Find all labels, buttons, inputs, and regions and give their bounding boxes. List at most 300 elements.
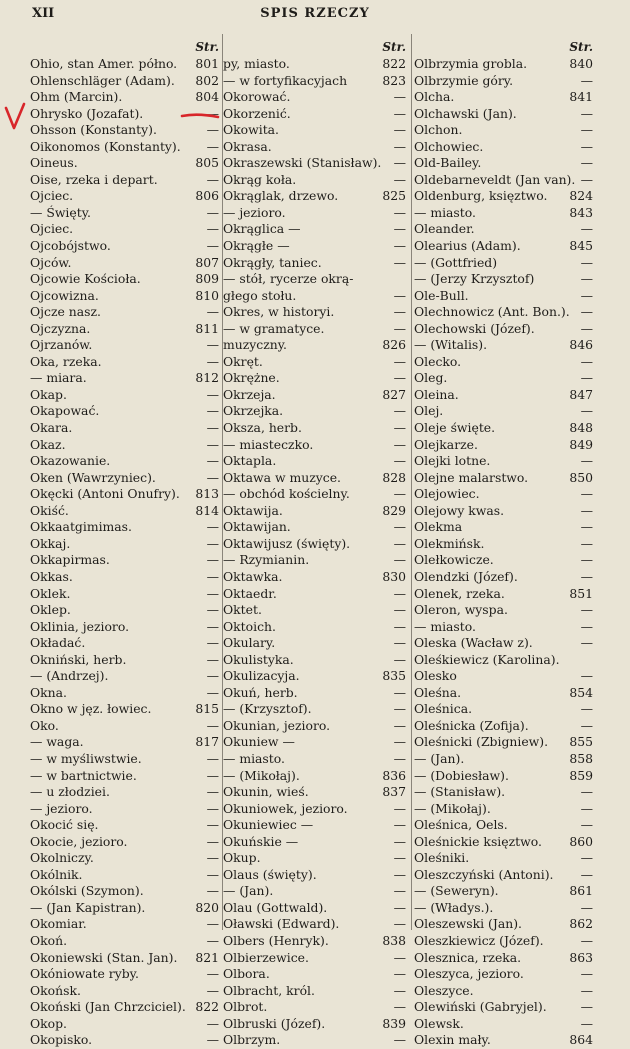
entry-page: — — [580, 817, 593, 833]
page-header — [0, 6, 630, 28]
entry-page: 830 — [382, 568, 406, 584]
entry-page: 836 — [382, 767, 406, 783]
index-entry — [414, 106, 595, 123]
entry-page: — — [580, 271, 593, 287]
entry-title: Oineus. — [30, 155, 78, 171]
entry-title: Oka, rzeka. — [30, 353, 102, 369]
entry-title: Okolniczy. — [30, 850, 94, 866]
entry-page: — — [206, 833, 219, 849]
entry-title: — miasteczko. — [223, 436, 314, 452]
index-entry — [223, 900, 408, 917]
index-entry — [414, 288, 595, 305]
index-entry — [30, 966, 221, 983]
index-entry — [414, 1032, 595, 1049]
entry-page: — — [206, 105, 219, 121]
entry-title: Olchon. — [414, 122, 463, 138]
index-column-1 — [30, 38, 221, 1048]
index-entry — [30, 73, 221, 90]
entry-title: Ole-Bull. — [414, 287, 469, 303]
entry-title: Oleron, wyspa. — [414, 602, 508, 618]
index-entry — [414, 139, 595, 156]
entry-title: Okuniowek, jezioro. — [223, 800, 348, 816]
entry-page: — — [206, 304, 219, 320]
entry-page: 840 — [569, 56, 593, 71]
entry-page: 860 — [569, 833, 593, 849]
index-entry — [414, 271, 595, 288]
entry-title: Olekmińsk. — [414, 535, 485, 551]
entry-title: — (Stanisław). — [414, 784, 506, 800]
entry-page: — — [206, 238, 219, 254]
index-entry — [223, 519, 408, 536]
entry-page: — — [393, 552, 406, 568]
entry-title: Olejkarze. — [414, 436, 478, 452]
entry-page: — — [206, 122, 219, 138]
entry-page: 851 — [569, 585, 593, 601]
index-entry — [414, 718, 595, 735]
entry-page: — — [206, 1032, 219, 1048]
index-entry — [414, 519, 595, 536]
index-entry — [223, 420, 408, 437]
entry-title: — (Andrzej). — [30, 668, 109, 684]
entry-title: — (Witalis). — [414, 337, 488, 353]
entry-page: — — [580, 221, 593, 237]
entry-title: — (Seweryn). — [414, 883, 499, 899]
index-entry — [30, 453, 221, 470]
entry-title: Olechowski (Józef). — [414, 320, 535, 336]
entry-page: 849 — [569, 436, 593, 452]
entry-title: Okkaj. — [30, 535, 71, 551]
index-entry — [223, 784, 408, 801]
index-entry — [30, 304, 221, 321]
column-rule — [411, 34, 412, 930]
entry-title: Olcha. — [414, 89, 455, 105]
index-entry — [223, 817, 408, 834]
index-entry — [414, 370, 595, 387]
index-entry — [30, 950, 221, 967]
index-entry — [30, 470, 221, 487]
entry-title: Okrąglak, drzewo. — [223, 188, 339, 204]
entry-title: Oldebarneveldt (Jan van). — [414, 171, 576, 187]
index-entry — [223, 155, 408, 172]
entry-page: — — [393, 916, 406, 932]
entry-title: Okrzeja. — [223, 386, 276, 402]
entry-title: Okólnik. — [30, 866, 83, 882]
entry-title: Okęcki (Antoni Onufry). — [30, 486, 180, 502]
entry-title: Ohrysko (Jozafat). — [30, 105, 144, 121]
entry-title: Okóniowate ryby. — [30, 966, 139, 982]
index-entry — [414, 784, 595, 801]
index-entry — [223, 569, 408, 586]
index-entry — [414, 56, 595, 73]
index-entry — [223, 238, 408, 255]
index-entry — [30, 801, 221, 818]
index-entry — [223, 867, 408, 884]
index-entry — [223, 685, 408, 702]
entry-title: Oktawija. — [223, 502, 283, 518]
entry-page: — — [393, 320, 406, 336]
entry-page: 822 — [195, 999, 219, 1015]
entry-page: 829 — [382, 502, 406, 518]
entry-page: 824 — [569, 188, 593, 204]
entry-title: Olbrzymie góry. — [414, 72, 514, 88]
entry-page: — — [206, 1015, 219, 1031]
entry-page: — — [393, 254, 406, 270]
entry-page: — — [393, 138, 406, 154]
entry-page: — — [206, 337, 219, 353]
entry-title: Oklek. — [30, 585, 71, 601]
entry-page: — — [206, 684, 219, 700]
entry-title: — w myśliwstwie. — [30, 750, 142, 766]
entry-title: Okkas. — [30, 568, 73, 584]
entry-title: Olesznica, rzeka. — [414, 949, 522, 965]
entry-title: Ohsson (Konstanty). — [30, 122, 157, 138]
entry-page: — — [580, 370, 593, 386]
entry-page: — — [393, 89, 406, 105]
index-entry — [30, 188, 221, 205]
entry-title: Oktoich. — [223, 618, 276, 634]
entry-title: Okazowanie. — [30, 453, 111, 469]
entry-page: — — [393, 105, 406, 121]
entry-title: — waga. — [30, 734, 84, 750]
entry-title: Olendzki (Józef). — [414, 568, 518, 584]
entry-title: Okop. — [30, 1015, 67, 1031]
index-entry — [414, 751, 595, 768]
page-heading: Str. — [382, 40, 406, 54]
index-entry — [414, 221, 595, 238]
entry-page: — — [206, 535, 219, 551]
entry-page: — — [580, 701, 593, 717]
entry-page: — — [580, 72, 593, 88]
index-entry — [223, 883, 408, 900]
entry-page: — — [206, 171, 219, 187]
entry-page: 839 — [382, 1015, 406, 1031]
entry-title: Oktawijusz (święty). — [223, 535, 351, 551]
entry-page: — — [580, 304, 593, 320]
entry-page: — — [393, 453, 406, 469]
entry-title: Okomiar. — [30, 916, 87, 932]
entry-page: 825 — [382, 188, 406, 204]
entry-page: — — [393, 486, 406, 502]
entry-title: Okrąg koła. — [223, 171, 297, 187]
entry-title: Olbruski (Józef). — [223, 1015, 326, 1031]
entry-title: Olewsk. — [414, 1015, 464, 1031]
index-entry — [223, 437, 408, 454]
entry-page: — — [580, 668, 593, 684]
entry-title: — (Władys.). — [414, 899, 494, 915]
index-entry — [414, 486, 595, 503]
index-entry — [414, 668, 595, 685]
index-entry — [223, 354, 408, 371]
entry-title: Olchowiec. — [414, 138, 484, 154]
index-entry — [223, 933, 408, 950]
entry-title: Olbrot. — [223, 999, 268, 1015]
entry-title: Okładać. — [30, 635, 86, 651]
index-entry — [223, 552, 408, 569]
index-entry — [223, 122, 408, 139]
entry-page: — — [206, 453, 219, 469]
entry-title: Olbierzewice. — [223, 949, 309, 965]
entry-page: 811 — [195, 320, 219, 336]
entry-title: — miasto. — [414, 618, 476, 634]
index-entry — [414, 337, 595, 354]
entry-title: Oleina. — [414, 386, 459, 402]
index-entry — [414, 652, 595, 669]
index-entry — [30, 999, 221, 1016]
index-entry — [223, 89, 408, 106]
entry-page: 804 — [195, 89, 219, 105]
entry-title: — obchód kościelny. — [223, 486, 350, 502]
entry-title: Oleśnicki (Zbigniew). — [414, 734, 549, 750]
index-entry — [223, 734, 408, 751]
index-entry — [30, 271, 221, 288]
entry-title: Oleander. — [414, 221, 475, 237]
index-entry — [30, 602, 221, 619]
index-entry — [30, 569, 221, 586]
index-entry — [414, 155, 595, 172]
index-entry — [223, 801, 408, 818]
index-entry — [223, 172, 408, 189]
entry-page: — — [580, 519, 593, 535]
index-entry — [223, 221, 408, 238]
entry-title: Oktawka. — [223, 568, 283, 584]
entry-title: Okoń. — [30, 932, 68, 948]
entry-title: Okunin, wieś. — [223, 784, 309, 800]
entry-title: — Święty. — [30, 204, 91, 220]
entry-title: — (Krzysztof). — [223, 701, 312, 717]
index-entry — [223, 486, 408, 503]
entry-title: — (Jan). — [223, 883, 274, 899]
index-entry — [414, 437, 595, 454]
entry-page: — — [206, 767, 219, 783]
entry-title: Olearius (Adam). — [414, 238, 521, 254]
index-entry — [223, 205, 408, 222]
index-entry — [414, 552, 595, 569]
entry-title: Oleg. — [414, 370, 448, 386]
index-entry — [30, 1032, 221, 1049]
entry-title: — (Dobiesław). — [414, 767, 509, 783]
index-entry — [414, 205, 595, 222]
entry-title: Oławski (Edward). — [223, 916, 340, 932]
entry-title: Oko. — [30, 717, 59, 733]
entry-title: Olbracht, król. — [223, 982, 315, 998]
entry-page: 843 — [569, 204, 593, 220]
entry-title: Okna. — [30, 684, 67, 700]
entry-title: Okuniewiec — — [223, 817, 314, 833]
index-entry — [223, 255, 408, 272]
entry-page: 847 — [569, 386, 593, 402]
index-entry — [414, 1016, 595, 1033]
entry-page: 827 — [382, 386, 406, 402]
entry-page: 805 — [195, 155, 219, 171]
index-entry — [30, 370, 221, 387]
entry-title: — jezioro. — [223, 204, 286, 220]
entry-title: Oktet. — [223, 602, 262, 618]
index-entry — [223, 271, 408, 288]
entry-page: — — [206, 353, 219, 369]
entry-title: Olau (Gottwald). — [223, 899, 328, 915]
entry-page: — — [393, 221, 406, 237]
entry-title: Okraszewski (Stanisław). — [223, 155, 382, 171]
entry-title: Okno w jęz. łowiec. — [30, 701, 152, 717]
index-entry — [414, 536, 595, 553]
entry-page: — — [580, 353, 593, 369]
entry-page: 828 — [382, 469, 406, 485]
entry-title: Olesko — [414, 668, 457, 684]
entry-title: Olejki lotne. — [414, 453, 491, 469]
entry-title: Okręt. — [223, 353, 263, 369]
entry-title: Oleszyce. — [414, 982, 474, 998]
entry-page: — — [206, 800, 219, 816]
entry-page: 835 — [382, 668, 406, 684]
entry-title: py, miasto. — [223, 56, 290, 71]
index-entry — [414, 255, 595, 272]
entry-title: Oleszkiewicz (Józef). — [414, 932, 544, 948]
entry-title: Okkapirmas. — [30, 552, 110, 568]
index-entry — [414, 950, 595, 967]
entry-title: Oldenburg, księztwo. — [414, 188, 548, 204]
entry-page: — — [580, 254, 593, 270]
entry-title: Olbrzym. — [223, 1032, 281, 1048]
entry-page: 820 — [195, 899, 219, 915]
index-entry — [30, 56, 221, 73]
index-entry — [414, 238, 595, 255]
page-title: SPIS RZECZY — [260, 6, 370, 21]
entry-title: — miasto. — [414, 204, 476, 220]
entry-title: Okoński (Jan Chrzciciel). — [30, 999, 186, 1015]
entry-title: Olbers (Henryk). — [223, 932, 329, 948]
entry-page: — — [580, 800, 593, 816]
entry-page: — — [206, 221, 219, 237]
index-entry — [223, 1016, 408, 1033]
entry-page: — — [393, 535, 406, 551]
index-entry — [414, 321, 595, 338]
entry-title: Okiść. — [30, 502, 69, 518]
entry-page: — — [393, 370, 406, 386]
entry-page: — — [206, 635, 219, 651]
entry-page: — — [206, 469, 219, 485]
entry-page: — — [393, 353, 406, 369]
entry-title: Oleśnicka (Zofija). — [414, 717, 529, 733]
entry-page: 861 — [569, 883, 593, 899]
index-entry — [30, 933, 221, 950]
entry-page: — — [580, 850, 593, 866]
entry-page: 807 — [195, 254, 219, 270]
entry-page: 826 — [382, 337, 406, 353]
entry-page: — — [393, 403, 406, 419]
entry-page: — — [580, 982, 593, 998]
index-entry — [223, 304, 408, 321]
entry-title: — (Mikołaj). — [414, 800, 491, 816]
entry-title: Okrąglica — — [223, 221, 301, 237]
entry-page: — — [393, 238, 406, 254]
entry-page: — — [206, 618, 219, 634]
entry-page: 841 — [569, 89, 593, 105]
entry-page: — — [393, 750, 406, 766]
index-entry — [414, 188, 595, 205]
index-entry — [30, 106, 221, 123]
entry-page: — — [393, 635, 406, 651]
entry-page: — — [580, 502, 593, 518]
index-entry — [30, 552, 221, 569]
entry-page: — — [206, 403, 219, 419]
index-entry — [223, 701, 408, 718]
index-entry — [30, 503, 221, 520]
index-entry — [223, 635, 408, 652]
entry-page: — — [393, 833, 406, 849]
entry-page: — — [580, 105, 593, 121]
entry-title: — (Jan Kapistran). — [30, 899, 146, 915]
index-entry — [414, 569, 595, 586]
entry-page: 802 — [195, 72, 219, 88]
entry-page: — — [580, 568, 593, 584]
entry-title: Oleśniki. — [414, 850, 470, 866]
entry-page: 855 — [569, 734, 593, 750]
index-entry — [414, 586, 595, 603]
entry-title: Okólski (Szymon). — [30, 883, 144, 899]
entry-title: Okrągłe — — [223, 238, 290, 254]
index-entry — [414, 966, 595, 983]
index-entry — [30, 420, 221, 437]
entry-title: Ohlenschläger (Adam). — [30, 72, 175, 88]
entry-page: — — [580, 602, 593, 618]
entry-page: — — [393, 734, 406, 750]
index-entry — [414, 850, 595, 867]
entry-title: Ojcze nasz. — [30, 304, 101, 320]
entry-page: — — [206, 420, 219, 436]
entry-page: — — [393, 155, 406, 171]
entry-page: — — [393, 866, 406, 882]
entry-title: Okuńskie — — [223, 833, 299, 849]
entry-title: Okocić się. — [30, 817, 99, 833]
index-entry — [223, 602, 408, 619]
entry-page: — — [580, 171, 593, 187]
index-entry — [223, 470, 408, 487]
index-entry — [414, 734, 595, 751]
page-number: XII — [32, 6, 55, 21]
entry-title: Okara. — [30, 420, 73, 436]
index-entry — [30, 354, 221, 371]
entry-title: Okunian, jezioro. — [223, 717, 331, 733]
entry-title: Oklep. — [30, 602, 71, 618]
index-entry — [30, 718, 221, 735]
index-entry — [30, 155, 221, 172]
entry-page: — — [393, 850, 406, 866]
entry-page: — — [580, 1015, 593, 1031]
entry-page: 821 — [195, 949, 219, 965]
entry-page: 837 — [382, 784, 406, 800]
entry-page: 846 — [569, 337, 593, 353]
index-entry — [414, 453, 595, 470]
entry-page: — — [206, 932, 219, 948]
index-entry — [414, 304, 595, 321]
index-entry — [223, 950, 408, 967]
index-entry — [30, 486, 221, 503]
entry-title: Oleśkiewicz (Karolina). — [414, 651, 560, 667]
index-entry — [223, 403, 408, 420]
entry-page: — — [206, 966, 219, 982]
index-entry — [223, 453, 408, 470]
entry-title: Oikonomos (Konstanty). — [30, 138, 181, 154]
entry-page: — — [206, 138, 219, 154]
entry-page: — — [393, 602, 406, 618]
entry-page: — — [206, 552, 219, 568]
entry-title: Okkaatgimimas. — [30, 519, 132, 535]
entry-page: — — [393, 899, 406, 915]
index-entry — [414, 354, 595, 371]
index-entry — [223, 337, 408, 354]
index-entry — [414, 883, 595, 900]
index-entry — [30, 1016, 221, 1033]
